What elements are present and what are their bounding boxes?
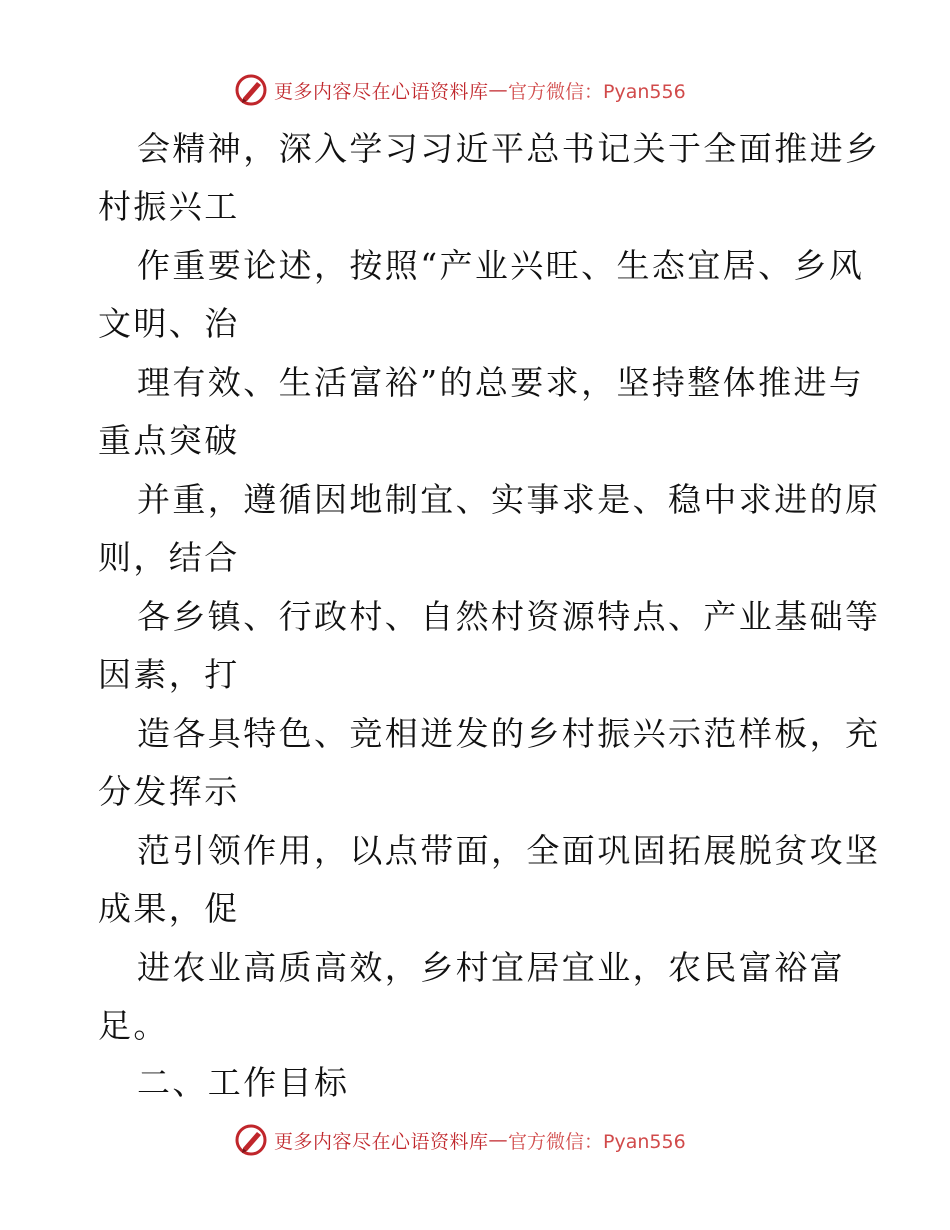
footer-title: 更多内容尽在心语资料库 xyxy=(274,1130,489,1153)
pen-seal-icon xyxy=(234,73,268,107)
body-line: 分发挥示 xyxy=(98,772,240,811)
body-line: 并重，遵循因地制宜、实事求是、稳中求进的原 xyxy=(137,480,881,519)
body-line: 理有效、生活富裕”的总要求，坚持整体推进与 xyxy=(137,363,865,402)
body-line: 因素，打 xyxy=(98,655,240,694)
body-line: 则，结合 xyxy=(98,538,240,577)
header-watermark xyxy=(234,70,734,110)
header-title: 更多内容尽在心语资料库 xyxy=(274,80,489,103)
body-line: 进农业高质高效，乡村宜居宜业，农民富裕富 xyxy=(137,948,845,987)
body-line: 文明、治 xyxy=(98,304,240,343)
body-line: 会精神，深入学习习近平总书记关于全面推进乡 xyxy=(137,129,881,168)
pen-seal-icon xyxy=(234,1123,268,1157)
footer-dash: — xyxy=(488,1129,509,1151)
body-line: 重点突破 xyxy=(98,421,240,460)
section-heading: 二、工作目标 xyxy=(137,1063,350,1102)
header-wechat: 官方微信：Pyan556 xyxy=(508,80,686,103)
footer-watermark xyxy=(234,1120,734,1160)
body-line: 作重要论述，按照“产业兴旺、生态宜居、乡风 xyxy=(137,246,865,285)
body-line: 成果，促 xyxy=(98,889,240,928)
body-line: 村振兴工 xyxy=(98,187,240,226)
body-line: 各乡镇、行政村、自然村资源特点、产业基础等 xyxy=(137,597,881,636)
body-line: 足。 xyxy=(98,1006,169,1045)
header-dash: — xyxy=(488,79,509,101)
body-line: 范引领作用，以点带面，全面巩固拓展脱贫攻坚 xyxy=(137,831,881,870)
body-line: 造各具特色、竞相迸发的乡村振兴示范样板，充 xyxy=(137,714,881,753)
footer-wechat: 官方微信：Pyan556 xyxy=(508,1130,686,1153)
